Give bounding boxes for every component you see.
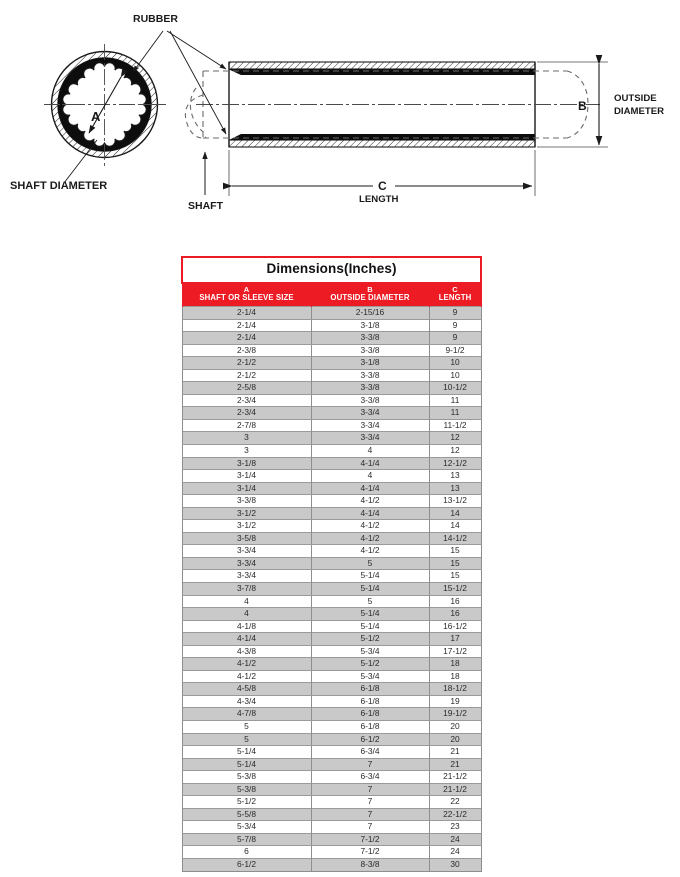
- table-row: [182, 733, 481, 746]
- cell-c: 11-1/2: [429, 419, 481, 432]
- table-row: [182, 846, 481, 859]
- cell-c: 18: [429, 658, 481, 671]
- table-row: [182, 683, 481, 696]
- cell-a: 4-1/2: [182, 658, 311, 671]
- rubber-leader-top: [167, 31, 226, 69]
- cell-c: 21: [429, 758, 481, 771]
- cell-c: 12: [429, 444, 481, 457]
- cell-b: 3-3/8: [311, 344, 429, 357]
- cell-a: 2-1/2: [182, 369, 311, 382]
- table-row: [182, 419, 481, 432]
- table-row: [182, 457, 481, 470]
- cell-b: 6-3/4: [311, 771, 429, 784]
- cell-c: 14-1/2: [429, 532, 481, 545]
- dimensions-table: [181, 256, 482, 872]
- cell-a: 5-3/8: [182, 771, 311, 784]
- table-row: [182, 808, 481, 821]
- cell-a: 4-1/8: [182, 620, 311, 633]
- cell-b: 4-1/4: [311, 507, 429, 520]
- dim-a-label: A: [91, 109, 101, 124]
- cell-b: 3-1/8: [311, 357, 429, 370]
- cell-c: 14: [429, 507, 481, 520]
- table-row: [182, 658, 481, 671]
- cell-b: 5-1/4: [311, 620, 429, 633]
- table-row: [182, 708, 481, 721]
- cell-a: 4-1/2: [182, 670, 311, 683]
- table-row: [182, 859, 481, 872]
- table-row: [182, 344, 481, 357]
- table-row: [182, 495, 481, 508]
- column-name-a: SHAFT OR SLEEVE SIZE: [199, 293, 294, 303]
- cell-b: 7-1/2: [311, 846, 429, 859]
- cell-c: 10-1/2: [429, 382, 481, 395]
- table-body: [182, 306, 481, 871]
- shaft-label: SHAFT: [188, 200, 223, 212]
- table-row: [182, 695, 481, 708]
- shaft-diameter-label: SHAFT DIAMETER: [10, 180, 108, 192]
- cell-c: 12: [429, 432, 481, 445]
- column-letter-a: A: [243, 284, 250, 294]
- cell-c: 15: [429, 557, 481, 570]
- cell-c: 18-1/2: [429, 683, 481, 696]
- cell-c: 17: [429, 633, 481, 646]
- cell-a: 3-1/2: [182, 520, 311, 533]
- rubber-band-bottom: [229, 134, 535, 140]
- rubber-label: RUBBER: [133, 13, 178, 25]
- dim-b-label: B: [578, 99, 587, 113]
- cell-a: 3: [182, 432, 311, 445]
- table-row: [182, 570, 481, 583]
- cell-c: 14: [429, 520, 481, 533]
- cell-b: 2-15/16: [311, 306, 429, 319]
- cell-c: 10: [429, 369, 481, 382]
- cell-b: 5-3/4: [311, 645, 429, 658]
- cell-a: 2-1/4: [182, 306, 311, 319]
- cell-a: 5-7/8: [182, 833, 311, 846]
- cell-b: 5-1/4: [311, 582, 429, 595]
- cell-c: 12-1/2: [429, 457, 481, 470]
- table-row: [182, 582, 481, 595]
- cell-a: 4-7/8: [182, 708, 311, 721]
- cell-b: 4-1/2: [311, 545, 429, 558]
- rubber-band-top: [229, 70, 535, 76]
- cell-b: 5: [311, 557, 429, 570]
- cell-c: 11: [429, 394, 481, 407]
- table-title-row: [182, 257, 481, 283]
- cell-c: 19: [429, 695, 481, 708]
- cell-c: 23: [429, 821, 481, 834]
- cell-c: 21-1/2: [429, 783, 481, 796]
- cell-a: 4-3/4: [182, 695, 311, 708]
- cell-b: 7-1/2: [311, 833, 429, 846]
- table-row: [182, 670, 481, 683]
- cell-b: 6-1/8: [311, 721, 429, 734]
- cell-a: 2-7/8: [182, 419, 311, 432]
- column-letter-b: B: [367, 284, 373, 294]
- cross-section-view: [10, 44, 166, 192]
- cell-b: 3-3/4: [311, 432, 429, 445]
- cell-a: 4-1/4: [182, 633, 311, 646]
- cell-a: 4-5/8: [182, 683, 311, 696]
- length-label: LENGTH: [359, 194, 399, 205]
- cell-a: 3-1/2: [182, 507, 311, 520]
- table-row: [182, 545, 481, 558]
- cell-b: 4-1/2: [311, 532, 429, 545]
- table-row: [182, 608, 481, 621]
- outside-diameter-label-line1: OUTSIDE: [614, 93, 657, 104]
- cell-a: 5-5/8: [182, 808, 311, 821]
- cell-a: 5-1/2: [182, 796, 311, 809]
- cell-b: 4: [311, 444, 429, 457]
- cell-a: 3-1/4: [182, 482, 311, 495]
- cell-a: 3-3/4: [182, 545, 311, 558]
- table-column-header-row: [182, 283, 481, 307]
- table-row: [182, 557, 481, 570]
- cell-a: 5: [182, 721, 311, 734]
- cell-b: 7: [311, 758, 429, 771]
- cell-c: 19-1/2: [429, 708, 481, 721]
- table-row: [182, 821, 481, 834]
- rubber-leader-bottom: [170, 31, 226, 134]
- dim-c-group: [229, 150, 535, 205]
- table-row: [182, 721, 481, 734]
- cell-c: 22: [429, 796, 481, 809]
- cell-a: 3-1/4: [182, 470, 311, 483]
- cell-a: 2-1/2: [182, 357, 311, 370]
- cell-b: 4-1/2: [311, 520, 429, 533]
- cell-a: 5: [182, 733, 311, 746]
- table-row: [182, 746, 481, 759]
- cell-b: 3-3/8: [311, 382, 429, 395]
- cell-a: 6-1/2: [182, 859, 311, 872]
- cell-b: 4: [311, 470, 429, 483]
- table-row: [182, 783, 481, 796]
- table-row: [182, 532, 481, 545]
- column-header-a: [182, 283, 311, 307]
- cell-c: 30: [429, 859, 481, 872]
- dimensions-table-container: [181, 256, 480, 872]
- cell-a: 2-1/4: [182, 332, 311, 345]
- cell-b: 5: [311, 595, 429, 608]
- table-row: [182, 369, 481, 382]
- cell-c: 16: [429, 595, 481, 608]
- cell-a: 2-3/8: [182, 344, 311, 357]
- cell-b: 5-3/4: [311, 670, 429, 683]
- table-row: [182, 432, 481, 445]
- cell-c: 15: [429, 545, 481, 558]
- cell-a: 2-3/4: [182, 407, 311, 420]
- cell-a: 2-1/4: [182, 319, 311, 332]
- table-row: [182, 758, 481, 771]
- cell-b: 3-3/4: [311, 407, 429, 420]
- cell-a: 3: [182, 444, 311, 457]
- cell-a: 5-3/8: [182, 783, 311, 796]
- table-row: [182, 645, 481, 658]
- cell-b: 3-3/8: [311, 394, 429, 407]
- cell-b: 7: [311, 821, 429, 834]
- cell-b: 6-3/4: [311, 746, 429, 759]
- cell-a: 2-3/4: [182, 394, 311, 407]
- cell-a: 6: [182, 846, 311, 859]
- table-row: [182, 357, 481, 370]
- cell-a: 3-3/4: [182, 570, 311, 583]
- cell-c: 24: [429, 833, 481, 846]
- cell-c: 13: [429, 470, 481, 483]
- cell-a: 3-5/8: [182, 532, 311, 545]
- column-name-b: OUTSIDE DIAMETER: [330, 293, 410, 303]
- cell-b: 4-1/4: [311, 457, 429, 470]
- cell-c: 11: [429, 407, 481, 420]
- cell-b: 5-1/4: [311, 608, 429, 621]
- cell-b: 6-1/8: [311, 708, 429, 721]
- cell-c: 21: [429, 746, 481, 759]
- cell-c: 9: [429, 319, 481, 332]
- cell-b: 5-1/2: [311, 633, 429, 646]
- column-name-c: LENGTH: [438, 293, 472, 303]
- cell-b: 6-1/8: [311, 695, 429, 708]
- table-row: [182, 382, 481, 395]
- cell-a: 5-1/4: [182, 758, 311, 771]
- technical-drawing: [0, 0, 680, 230]
- cell-c: 17-1/2: [429, 645, 481, 658]
- shell-band-top: [229, 62, 535, 69]
- table-row: [182, 306, 481, 319]
- cell-a: 5-1/4: [182, 746, 311, 759]
- shell-band-bottom: [229, 140, 535, 147]
- cell-c: 9-1/2: [429, 344, 481, 357]
- cell-c: 10: [429, 357, 481, 370]
- dim-c-label: C: [378, 179, 387, 193]
- cell-b: 8-3/8: [311, 859, 429, 872]
- cell-b: 5-1/2: [311, 658, 429, 671]
- table-row: [182, 407, 481, 420]
- cell-a: 4: [182, 595, 311, 608]
- cell-b: 7: [311, 796, 429, 809]
- cell-c: 9: [429, 306, 481, 319]
- cell-b: 4-1/4: [311, 482, 429, 495]
- cell-b: 7: [311, 808, 429, 821]
- table-row: [182, 444, 481, 457]
- column-header-b: [311, 283, 429, 307]
- cell-c: 16: [429, 608, 481, 621]
- cell-c: 18: [429, 670, 481, 683]
- table-row: [182, 482, 481, 495]
- cell-c: 20: [429, 733, 481, 746]
- cell-c: 15: [429, 570, 481, 583]
- table-row: [182, 332, 481, 345]
- table-header: [182, 257, 481, 306]
- cell-a: 3-3/4: [182, 557, 311, 570]
- cell-c: 16-1/2: [429, 620, 481, 633]
- table-row: [182, 633, 481, 646]
- cell-b: 4-1/2: [311, 495, 429, 508]
- cell-a: 4-3/8: [182, 645, 311, 658]
- table-row: [182, 595, 481, 608]
- outside-diameter-label-line2: DIAMETER: [614, 106, 665, 117]
- table-row: [182, 620, 481, 633]
- cell-b: 3-1/8: [311, 319, 429, 332]
- table-row: [182, 470, 481, 483]
- cell-c: 15-1/2: [429, 582, 481, 595]
- side-section-view: [133, 13, 664, 212]
- table-row: [182, 520, 481, 533]
- cell-a: 3-3/8: [182, 495, 311, 508]
- cell-b: 3-3/8: [311, 369, 429, 382]
- cell-c: 20: [429, 721, 481, 734]
- table-row: [182, 833, 481, 846]
- rubber-leader-circle: [133, 31, 163, 72]
- cell-b: 3-3/4: [311, 419, 429, 432]
- table-row: [182, 507, 481, 520]
- cell-b: 5-1/4: [311, 570, 429, 583]
- cell-b: 6-1/8: [311, 683, 429, 696]
- cell-a: 4: [182, 608, 311, 621]
- cell-b: 7: [311, 783, 429, 796]
- cell-a: 5-3/4: [182, 821, 311, 834]
- table-title: Dimensions(Inches): [182, 257, 481, 283]
- table-row: [182, 319, 481, 332]
- cell-c: 21-1/2: [429, 771, 481, 784]
- cell-c: 9: [429, 332, 481, 345]
- cell-a: 3-1/8: [182, 457, 311, 470]
- cell-a: 2-5/8: [182, 382, 311, 395]
- cell-a: 3-7/8: [182, 582, 311, 595]
- table-row: [182, 771, 481, 784]
- cell-b: 6-1/2: [311, 733, 429, 746]
- cell-c: 22-1/2: [429, 808, 481, 821]
- cell-c: 13-1/2: [429, 495, 481, 508]
- table-row: [182, 796, 481, 809]
- column-letter-c: C: [452, 284, 458, 294]
- table-row: [182, 394, 481, 407]
- cell-c: 24: [429, 846, 481, 859]
- cell-c: 13: [429, 482, 481, 495]
- column-header-c: [429, 283, 481, 307]
- cell-b: 3-3/8: [311, 332, 429, 345]
